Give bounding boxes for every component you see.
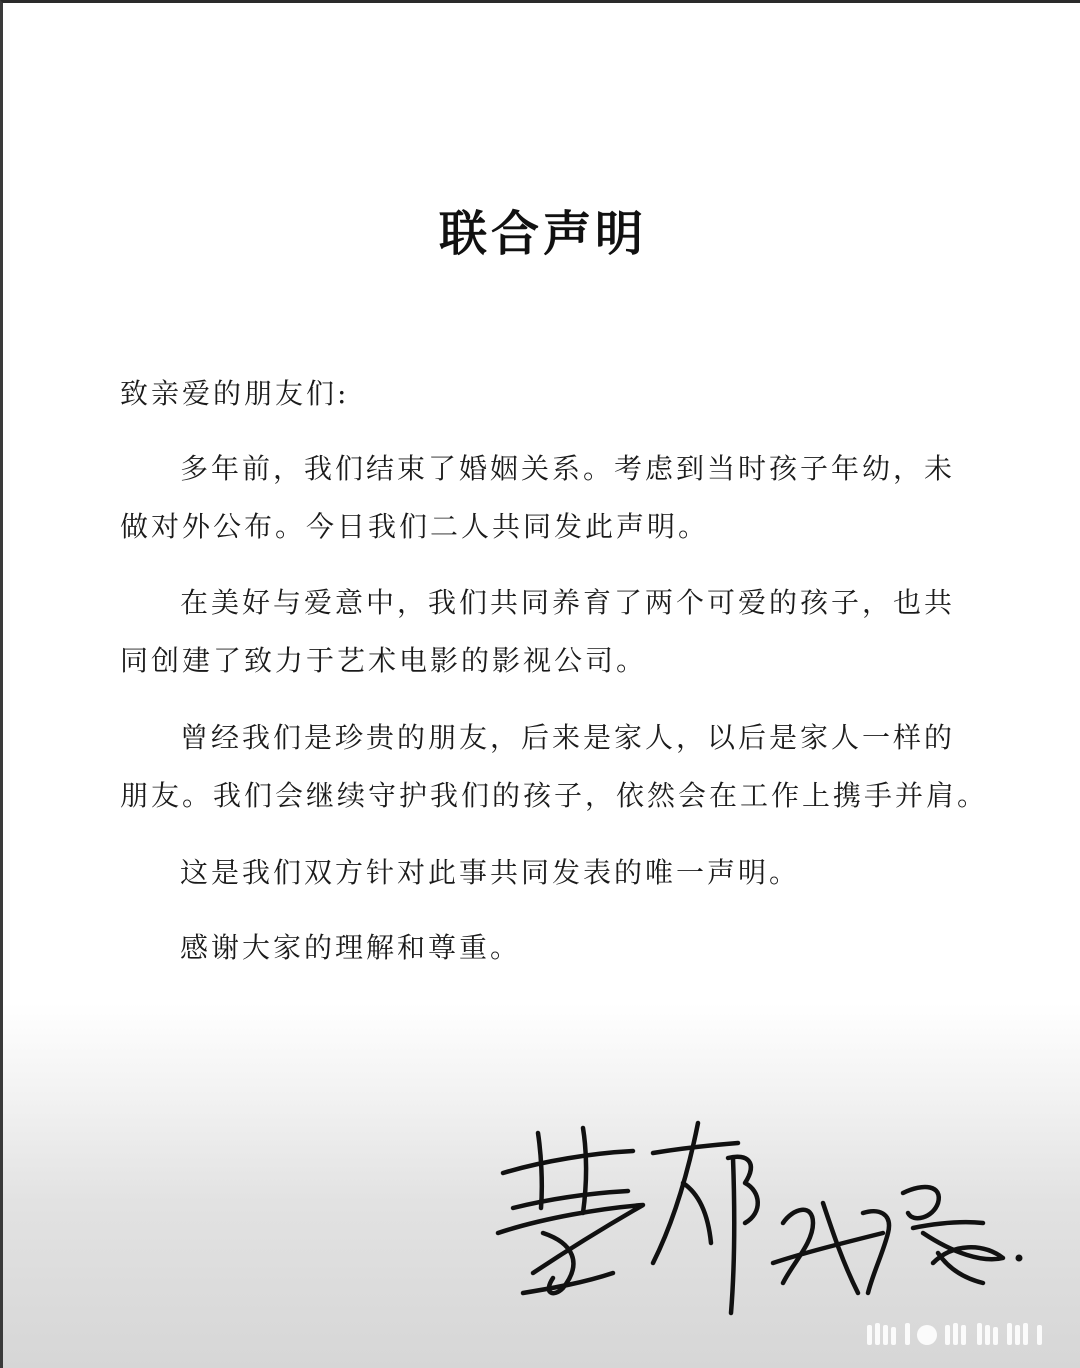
- paragraph-line: 这是我们双方针对此事共同发表的唯一声明。: [180, 856, 801, 889]
- paragraph-line: 朋友。我们会继续守护我们的孩子，依然会在工作上携手并肩。: [120, 779, 989, 812]
- paragraph-line: 多年前，我们结束了婚姻关系。考虑到当时孩子年幼，未: [180, 452, 956, 485]
- signature-stroke: [683, 1183, 711, 1243]
- signature-stroke: [498, 1205, 643, 1273]
- paragraph-line: 做对外公布。今日我们二人共同发此声明。: [120, 510, 710, 543]
- signature-stroke: [538, 1133, 542, 1208]
- paragraph-3: [120, 709, 989, 825]
- signature-stroke: [731, 1158, 734, 1313]
- signature-dot: [1016, 1255, 1023, 1262]
- signature-stroke: [583, 1128, 586, 1213]
- handwritten-signature: [483, 1113, 1043, 1323]
- signature-stroke: [503, 1151, 633, 1173]
- signature-stroke: [913, 1222, 983, 1228]
- paragraph-line: 感谢大家的理解和尊重。: [180, 931, 522, 964]
- paragraph-5: [120, 919, 980, 977]
- signature-stroke: [783, 1210, 813, 1283]
- paragraph-1: [120, 440, 980, 556]
- paragraph-4: [120, 844, 980, 902]
- signature-stroke: [773, 1233, 883, 1263]
- paragraph-line: 同创建了致力于艺术电影的影视公司。: [120, 644, 648, 677]
- signature-stroke: [513, 1191, 628, 1208]
- watermark: [861, 1313, 1061, 1353]
- paragraph-line: 曾经我们是珍贵的朋友，后来是家人，以后是家人一样的: [180, 721, 956, 754]
- signature-stroke: [523, 1273, 613, 1293]
- salutation: 致亲爱的朋友们:: [120, 377, 350, 410]
- signature-stroke: [923, 1233, 1003, 1263]
- paragraph-line: 在美好与爱意中，我们共同养育了两个可爱的孩子，也共: [180, 586, 956, 619]
- statement-title: 联合声明: [438, 206, 647, 262]
- paragraph-2: [120, 574, 980, 690]
- signature-stroke: [903, 1187, 939, 1218]
- signature-stroke: [863, 1211, 889, 1293]
